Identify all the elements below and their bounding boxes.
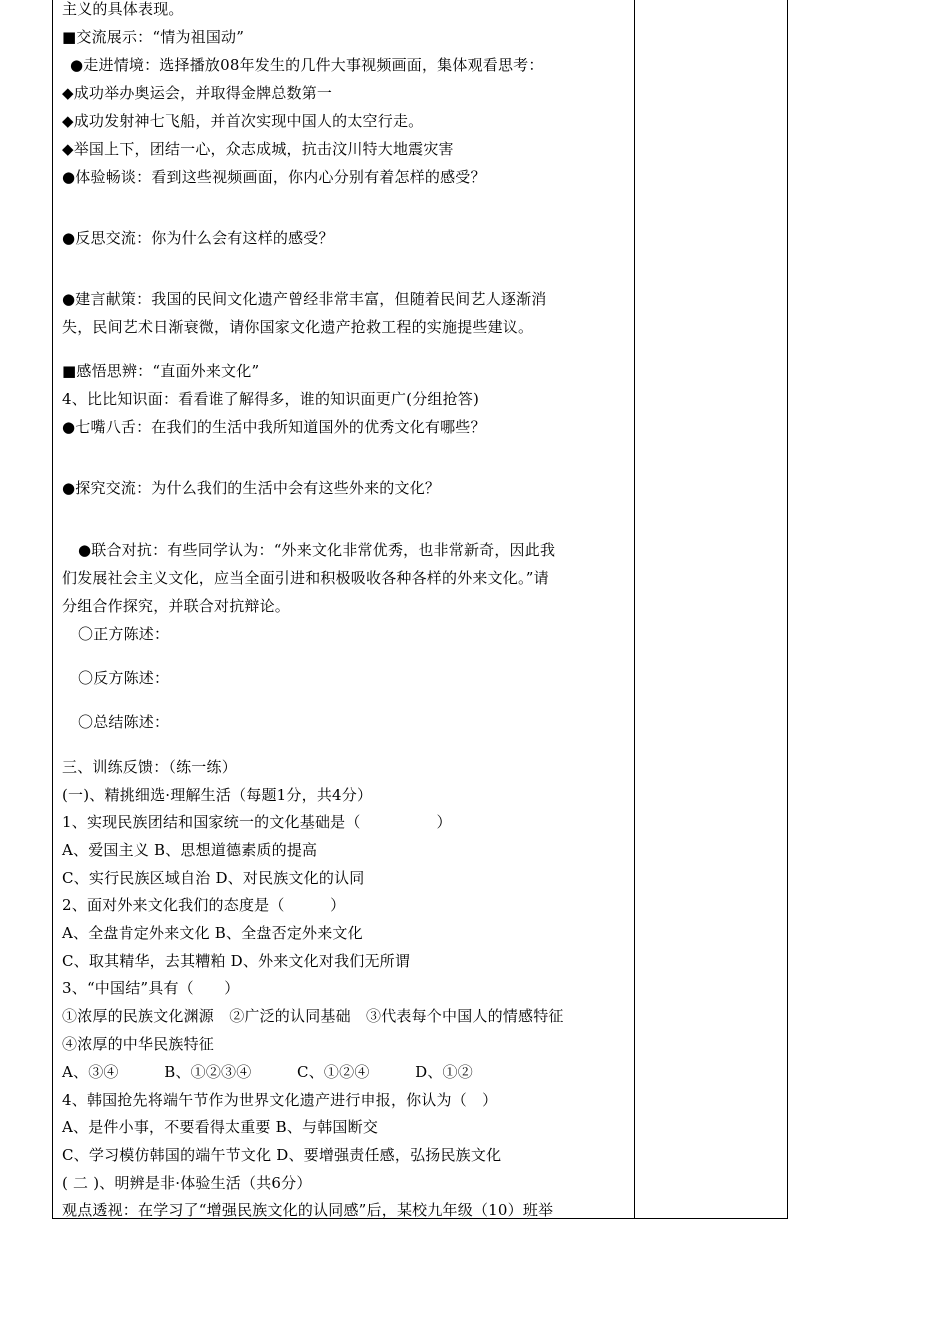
- question: 2、面对外来文化我们的态度是（ ）: [62, 896, 346, 914]
- text-line: 4、比比知识面：看看谁了解得多，谁的知识面更广(分组抢答): [62, 390, 480, 408]
- text-line: 〇正方陈述：: [78, 625, 170, 643]
- table-border-right: [787, 0, 788, 1219]
- text-line: ●探究交流：为什么我们的生活中会有这些外来的文化？: [62, 479, 441, 497]
- text-line: ( 二 )、明辨是非·体验生活（共6分）: [62, 1174, 312, 1192]
- text-line: 们发展社会主义文化，应当全面引进和积极吸收各种各样的外来文化。”请: [62, 569, 549, 587]
- section-heading: ■交流展示：“情为祖国动”: [62, 28, 245, 46]
- option-line: ④浓厚的中华民族特征: [62, 1035, 215, 1053]
- text-line: 观点透视：在学习了“增强民族文化的认同感”后，某校九年级（10）班举: [62, 1201, 554, 1219]
- question: 4、韩国抢先将端午节作为世界文化遗产进行申报，你认为（ ）: [62, 1091, 498, 1109]
- text-line: ●反思交流：你为什么会有这样的感受？: [62, 229, 334, 247]
- option-line: C、学习模仿韩国的端午节文化 D、要增强责任感，弘扬民族文化: [62, 1146, 502, 1164]
- option-line: ①浓厚的民族文化渊源 ②广泛的认同基础 ③代表每个中国人的情感特征: [62, 1007, 564, 1025]
- text-line: ●走进情境：选择播放08年发生的几件大事视频画面，集体观看思考：: [70, 56, 544, 74]
- text-line: ●七嘴八舌：在我们的生活中我所知道国外的优秀文化有哪些？: [62, 418, 486, 436]
- list-item: ◆举国上下，团结一心，众志成城，抗击汶川特大地震灾害: [62, 140, 454, 158]
- list-item: ◆成功举办奥运会，并取得金牌总数第一: [62, 84, 333, 102]
- text-line: 〇总结陈述：: [78, 713, 170, 731]
- question: 3、“中国结”具有（ ）: [62, 979, 240, 997]
- table-border-middle: [634, 0, 635, 1219]
- list-item: ◆成功发射神七飞船，并首次实现中国人的太空行走。: [62, 112, 424, 130]
- section-heading: ■感悟思辨：“直面外来文化”: [62, 362, 260, 380]
- section-heading: 三、训练反馈：（练一练）: [62, 758, 237, 776]
- text-line: 主义的具体表现。: [62, 0, 184, 18]
- text-line: 分组合作探究，并联合对抗辩论。: [62, 597, 291, 615]
- text-line: (一)、精挑细选·理解生活（每题1分，共4分）: [62, 786, 373, 804]
- text-line: ●联合对抗：有些同学认为：“外来文化非常优秀，也非常新奇，因此我: [78, 541, 556, 559]
- option-line: C、实行民族区域自治 D、对民族文化的认同: [62, 869, 365, 887]
- text-line: ●体验畅谈：看到这些视频画面，你内心分别有着怎样的感受？: [62, 168, 486, 186]
- option-line: A、是件小事，不要看得太重要 B、与韩国断交: [62, 1118, 379, 1136]
- question: 1、实现民族团结和国家统一的文化基础是（ ）: [62, 813, 452, 831]
- option-line: A、③④ B、①②③④ C、①②④ D、①②: [62, 1063, 473, 1081]
- option-line: C、取其精华，去其糟粕 D、外来文化对我们无所谓: [62, 952, 411, 970]
- option-line: A、全盘肯定外来文化 B、全盘否定外来文化: [62, 924, 363, 942]
- text-line: ●建言献策：我国的民间文化遗产曾经非常丰富，但随着民间艺人逐渐消: [62, 290, 547, 308]
- option-line: A、爱国主义 B、思想道德素质的提高: [62, 841, 318, 859]
- text-line: 失，民间艺术日渐衰微，请你国家文化遗产抢救工程的实施提些建议。: [62, 318, 534, 336]
- text-line: 〇反方陈述：: [78, 669, 170, 687]
- table-border-left: [52, 0, 53, 1219]
